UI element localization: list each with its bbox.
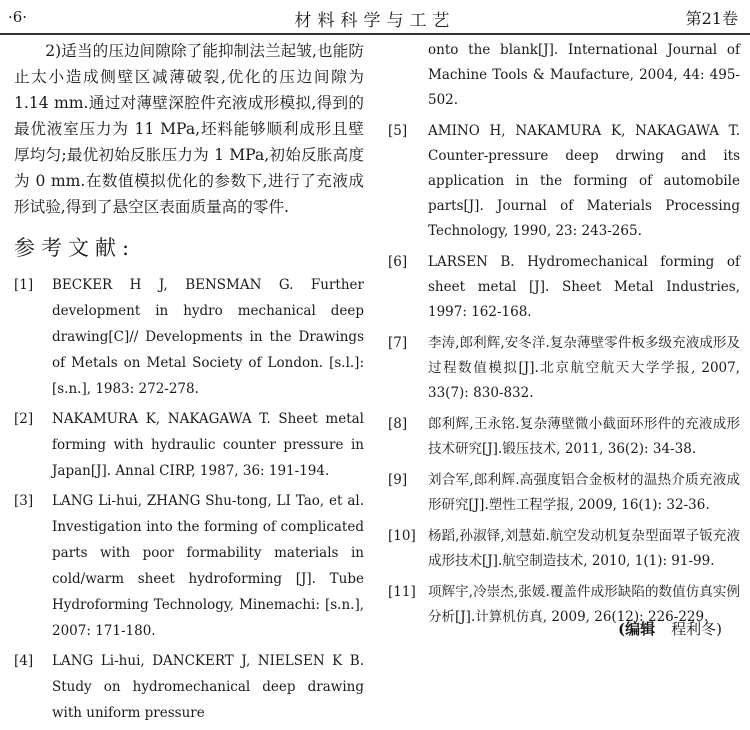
reference-number: [9] xyxy=(388,472,408,488)
reference-number: [3] xyxy=(14,493,34,509)
reference-item xyxy=(388,468,740,518)
reference-number: [8] xyxy=(388,416,408,432)
editor-label: (编辑 xyxy=(618,620,656,638)
header-rule xyxy=(0,33,750,35)
reference-item xyxy=(14,648,364,726)
reference-item xyxy=(14,406,364,484)
left-column xyxy=(14,38,364,730)
reference-text: onto the blank[J]. International Journal of Machine Tools & Maufacture, 2004, 44: 495-502. xyxy=(428,42,740,108)
reference-text: AMINO H, NAKAMURA K, NAKAGAWA T. Counter-pressure deep drwing and its application in the forming of automobile parts[J]. Journal of Materials Processing Technology, 1990, 23: 243-265. xyxy=(428,123,740,239)
page-header xyxy=(0,0,750,34)
reference-number: [10] xyxy=(388,528,416,544)
reference-text: 郎利辉,王永铭.复杂薄壁微小截面环形件的充液成形技术研究[J].锻压技术, 2011, 36(2): 34-38. xyxy=(428,416,740,457)
reference-text: NAKAMURA K, NAKAGAWA T. Sheet metal forming with hydraulic counter pressure in Japan[J]. Annal CIRP, 1987, 36: 191-194. xyxy=(52,411,364,479)
reference-text: LANG Li-hui, DANCKERT J, NIELSEN K B. Study on hydromechanical deep drawing with uniform pressure xyxy=(52,653,364,721)
reference-item xyxy=(388,412,740,462)
reference-item xyxy=(388,524,740,574)
reference-continuation xyxy=(388,38,740,113)
body-paragraph: 2)适当的压边间隙除了能抑制法兰起皱,也能防止太小造成侧壁区减薄破裂,优化的压边间隙为 1.14 mm.通过对薄壁深腔件充液成形模拟,得到的最优液室压力为 11 MPa,坯料能够顺利成形且壁厚均匀;最优初始反胀压力为 1 MPa,初始反胀高度为 0 mm.在数值模拟优化的参数下,进行了充液成形试验,得到了悬空区表面质量高的零件. xyxy=(14,42,364,216)
journal-title: 材料科学与工艺 xyxy=(294,11,456,31)
reference-number: [6] xyxy=(388,254,408,270)
reference-text: 刘合军,郎利辉.高强度铝合金板材的温热介质充液成形研究[J].塑性工程学报, 2009, 16(1): 32-36. xyxy=(428,472,740,513)
references-heading: 参考文献: xyxy=(14,236,136,260)
reference-item xyxy=(14,488,364,644)
reference-text: 杨蹈,孙淑铎,刘慧茹.航空发动机复杂型面罩子钣充液成形技术[J].航空制造技术, 2010, 1(1): 91-99. xyxy=(428,528,740,569)
page-number: ·6· xyxy=(8,8,28,26)
reference-item xyxy=(388,119,740,244)
reference-item xyxy=(388,331,740,406)
reference-text: 李涛,郎利辉,安冬洋.复杂薄壁零件板多级充液成形及过程数值模拟[J].北京航空航天大学学报, 2007, 33(7): 830-832. xyxy=(428,335,740,401)
reference-number: [4] xyxy=(14,653,34,669)
reference-text: LARSEN B. Hydromechanical forming of sheet metal [J]. Sheet Metal Industries, 1997: 162-168. xyxy=(428,254,740,320)
reference-text: LANG Li-hui, ZHANG Shu-tong, LI Tao, et al. Investigation into the forming of complicated parts with poor formability materials in cold/warm sheet hydroforming [J]. Tube Hydroforming Technology, Minemachi: [s.n.], 2007: 171-180. xyxy=(52,493,364,639)
reference-text: 项辉宇,冷崇杰,张媛.覆盖件成形缺陷的数值仿真实例分析[J].计算机仿真, 2009, 26(12): 226-229. xyxy=(428,584,740,625)
reference-text: BECKER H J, BENSMAN G. Further development in hydro mechanical deep drawing[C]// Developments in the Drawings of Metals on Metal Society of London. [s.l.]: [s.n.], 1983: 272-278. xyxy=(52,277,364,397)
editor-name: 程利冬) xyxy=(671,620,722,638)
reference-number: [2] xyxy=(14,411,34,427)
reference-number: [11] xyxy=(388,584,416,600)
reference-item xyxy=(388,250,740,325)
reference-number: [1] xyxy=(14,277,34,293)
reference-number: [5] xyxy=(388,123,408,139)
reference-number: [7] xyxy=(388,335,408,351)
reference-item xyxy=(14,272,364,402)
volume-label: 第21卷 xyxy=(685,9,738,28)
right-column xyxy=(388,38,740,636)
editor-credit xyxy=(618,618,722,639)
